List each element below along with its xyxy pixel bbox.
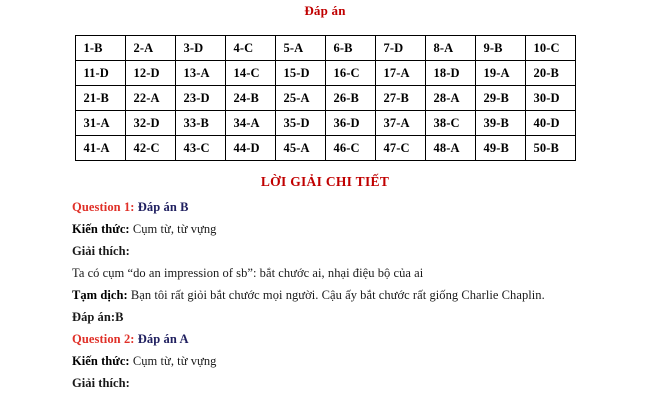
answer-cell: 16-C — [325, 61, 375, 86]
answer-cell: 2-A — [125, 36, 175, 61]
answer-cell: 33-B — [175, 111, 225, 136]
answer-key-table — [75, 35, 576, 161]
answer-cell: 27-B — [375, 86, 425, 111]
answer-cell: 8-A — [425, 36, 475, 61]
answer-cell: 31-A — [75, 111, 125, 136]
answer-cell: 41-A — [75, 136, 125, 161]
answer-cell: 30-D — [525, 86, 575, 111]
table-row — [75, 136, 575, 161]
answer-cell: 14-C — [225, 61, 275, 86]
answer-cell: 39-B — [475, 111, 525, 136]
answer-cell: 19-A — [475, 61, 525, 86]
answer-cell: 47-C — [375, 136, 425, 161]
page-title: Đáp án — [304, 3, 346, 18]
answer-cell: 50-B — [525, 136, 575, 161]
answer-cell: 6-B — [325, 36, 375, 61]
question-2-label: Question 2: — [72, 332, 135, 346]
answer-cell: 35-D — [275, 111, 325, 136]
section-heading-detailed-solutions: LỜI GIẢI CHI TIẾT — [260, 174, 390, 189]
answer-cell: 18-D — [425, 61, 475, 86]
answer-cell: 24-B — [225, 86, 275, 111]
answer-cell: 7-D — [375, 36, 425, 61]
knowledge-label: Kiến thức: — [72, 222, 130, 236]
answer-cell: 4-C — [225, 36, 275, 61]
question-1-explain-label: Giải thích: — [72, 244, 130, 258]
question-2-heading — [72, 332, 650, 347]
translation-label: Tạm dịch: — [72, 288, 128, 302]
answer-cell: 37-A — [375, 111, 425, 136]
question-1-translation-line — [72, 288, 650, 303]
question-1-explain-text: Ta có cụm “do an impression of sb”: bắt chước ai, nhại điệu bộ của ai — [72, 266, 424, 280]
answer-cell: 9-B — [475, 36, 525, 61]
translation-value: Bạn tôi rất giỏi bắt chước mọi người. Cậu ấy bắt chước rất giống Charlie Chaplin. — [130, 288, 545, 302]
question-1-heading — [72, 200, 650, 215]
answer-cell: 3-D — [175, 36, 225, 61]
question-1-label: Question 1: — [72, 200, 135, 214]
answer-cell: 21-B — [75, 86, 125, 111]
answer-cell: 45-A — [275, 136, 325, 161]
question-1-knowledge-line — [72, 222, 650, 237]
answer-cell: 25-A — [275, 86, 325, 111]
answer-table-body — [75, 36, 575, 161]
knowledge-label: Kiến thức: — [72, 354, 130, 368]
question-1-final-answer: Đáp án:B — [72, 310, 124, 324]
answer-cell: 28-A — [425, 86, 475, 111]
answer-cell: 10-C — [525, 36, 575, 61]
question-2-knowledge-line — [72, 354, 650, 369]
answer-cell: 13-A — [175, 61, 225, 86]
answer-cell: 44-D — [225, 136, 275, 161]
answer-cell: 17-A — [375, 61, 425, 86]
knowledge-value: Cụm từ, từ vựng — [132, 354, 217, 368]
answer-cell: 46-C — [325, 136, 375, 161]
question-1-answer: Đáp án B — [137, 200, 189, 214]
question-2-explain-label: Giải thích: — [72, 376, 130, 390]
answer-cell: 32-D — [125, 111, 175, 136]
answer-cell: 38-C — [425, 111, 475, 136]
answer-table-container — [0, 35, 650, 161]
answer-cell: 15-D — [275, 61, 325, 86]
solutions-list — [0, 190, 650, 391]
question-2-answer: Đáp án A — [137, 332, 189, 346]
answer-cell: 26-B — [325, 86, 375, 111]
table-row — [75, 36, 575, 61]
answer-cell: 36-D — [325, 111, 375, 136]
answer-cell: 11-D — [75, 61, 125, 86]
table-row — [75, 86, 575, 111]
answer-cell: 5-A — [275, 36, 325, 61]
answer-cell: 23-D — [175, 86, 225, 111]
answer-cell: 20-B — [525, 61, 575, 86]
answer-cell: 49-B — [475, 136, 525, 161]
answer-cell: 42-C — [125, 136, 175, 161]
table-row — [75, 61, 575, 86]
table-row — [75, 111, 575, 136]
knowledge-value: Cụm từ, từ vựng — [132, 222, 217, 236]
answer-cell: 1-B — [75, 36, 125, 61]
answer-cell: 43-C — [175, 136, 225, 161]
answer-cell: 40-D — [525, 111, 575, 136]
answer-cell: 12-D — [125, 61, 175, 86]
answer-cell: 29-B — [475, 86, 525, 111]
answer-cell: 34-A — [225, 111, 275, 136]
answer-cell: 22-A — [125, 86, 175, 111]
answer-cell: 48-A — [425, 136, 475, 161]
